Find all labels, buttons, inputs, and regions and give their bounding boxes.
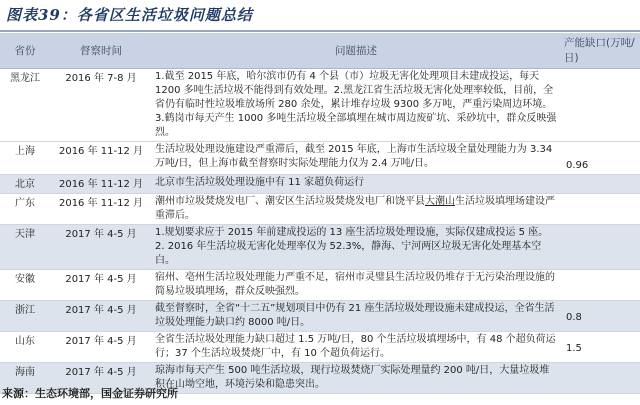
cell-province: 海南 xyxy=(0,363,50,394)
header-capacity-gap: 产能缺口(万吨/日) xyxy=(560,33,640,69)
table-row xyxy=(0,69,640,142)
cell-time: 2017 年 4-5 月 xyxy=(50,332,152,363)
cell-description: 宿州、亳州生活垃圾处理能力严重不足，宿州市灵璧县生活垃圾仍堆存于无污染治理设施的简易垃圾填埋场，群众反映强烈。 xyxy=(152,270,560,301)
cell-time: 2016 年 7-8 月 xyxy=(50,69,152,142)
description-text: 潮州市垃圾焚烧发电厂、潮安区生活垃圾焚烧发电厂和饶平县 xyxy=(155,196,425,207)
table-row xyxy=(0,270,640,301)
table-row xyxy=(0,194,640,225)
cell-province: 广东 xyxy=(0,194,50,225)
cell-capacity-gap xyxy=(560,194,640,225)
cell-time: 2017 年 4-5 月 xyxy=(50,363,152,394)
cell-capacity-gap xyxy=(560,363,640,394)
figure-title: 图表39：各省区生活垃圾问题总结 xyxy=(6,6,253,24)
cell-time: 2016 年 11-12 月 xyxy=(50,175,152,194)
cell-time: 2017 年 4-5 月 xyxy=(50,225,152,270)
table-row xyxy=(0,175,640,194)
cell-description: 全省生活垃圾处理能力缺口超过 1.5 万吨/日，80 个生活垃圾填埋场中，有 48 个超负荷运行；37 个生活垃圾焚烧厂中，有 10 个超负荷运行。 xyxy=(152,332,560,363)
cell-province: 安徽 xyxy=(0,270,50,301)
cell-description: 琼海市每天产生 500 吨生活垃圾，现行垃圾焚烧厂实际处理量约 200 吨/日，大量垃圾堆积在山坳空地，环境污染和隐患突出。 xyxy=(152,363,560,394)
table-row xyxy=(0,332,640,363)
cell-province: 天津 xyxy=(0,225,50,270)
cell-time: 2016 年 11-12 月 xyxy=(50,194,152,225)
table-row xyxy=(0,142,640,175)
table-row xyxy=(0,301,640,332)
cell-province: 山东 xyxy=(0,332,50,363)
table-row xyxy=(0,225,640,270)
header-province: 省份 xyxy=(0,33,50,69)
cell-description: 1.规划要求应于 2015 年前建成投运的 13 座生活垃圾处理设施，实际仅建成投运 5 座。2. 2016 年生活垃圾无害化处理率仅为 52.3%，静海、宁河两区垃圾无害化处理基本空白。 xyxy=(152,225,560,270)
cell-province: 北京 xyxy=(0,175,50,194)
source-note: 来源：生态环境部，国金证券研究所 xyxy=(2,387,178,400)
cell-capacity-gap xyxy=(560,175,640,194)
header-description: 问题描述 xyxy=(152,33,560,69)
cell-description: 截至督察时，全省“十二五”规划项目中仍有 21 座生活垃圾处理设施未建成投运，全省生活垃圾处理能力缺口约 8000 吨/日。 xyxy=(152,301,560,332)
cell-capacity-gap: 1.5 xyxy=(560,332,640,363)
cell-capacity-gap: 0.8 xyxy=(560,301,640,332)
table-header-row xyxy=(0,33,640,69)
cell-description: 北京市生活垃圾处理设施中有 11 家超负荷运行 xyxy=(152,175,560,194)
cell-province: 上海 xyxy=(0,142,50,175)
cell-province: 浙江 xyxy=(0,301,50,332)
cell-description: 生活垃圾处理设施建设严重滞后，截至 2015 年底，上海市生活垃圾全量处理能力为 3.34 万吨/日，但上海市截至督察时实际处理能力仅为 2.4 万吨/日。 xyxy=(152,142,560,175)
cell-time: 2017 年 4-5 月 xyxy=(50,301,152,332)
description-text: 生活垃圾填埋场建设严重滞后。 xyxy=(155,196,555,221)
cell-capacity-gap xyxy=(560,270,640,301)
cell-description: 1.截至 2015 年底，哈尔滨市仍有 4 个县（市）垃圾无害化处理项目未建成投运，每天 1200 多吨生活垃圾不能得到有效处理。2.黑龙江省生活垃圾无害化处理率较低，目前，全省仍有临时性垃圾堆放场所 280 余处，累计堆存垃圾 9300 多万吨，严重污染周边环境。3.鹤岗市每天产生 1000 多吨生活垃圾全部填埋在城市周边废矿坑、采砂坑中，群众反映强烈。 xyxy=(152,69,560,142)
cell-time: 2017 年 4-5 月 xyxy=(50,270,152,301)
cell-time: 2016 年 11-12 月 xyxy=(50,142,152,175)
cell-capacity-gap xyxy=(560,69,640,142)
garbage-problem-table xyxy=(0,33,640,394)
cell-capacity-gap xyxy=(560,225,640,270)
highlighted-place-name: 大潮山 xyxy=(425,196,455,207)
header-time: 督察时间 xyxy=(50,33,152,69)
cell-description xyxy=(152,194,560,225)
cell-province: 黑龙江 xyxy=(0,69,50,142)
figure-header xyxy=(0,0,640,32)
cell-capacity-gap: 0.96 xyxy=(560,142,640,175)
